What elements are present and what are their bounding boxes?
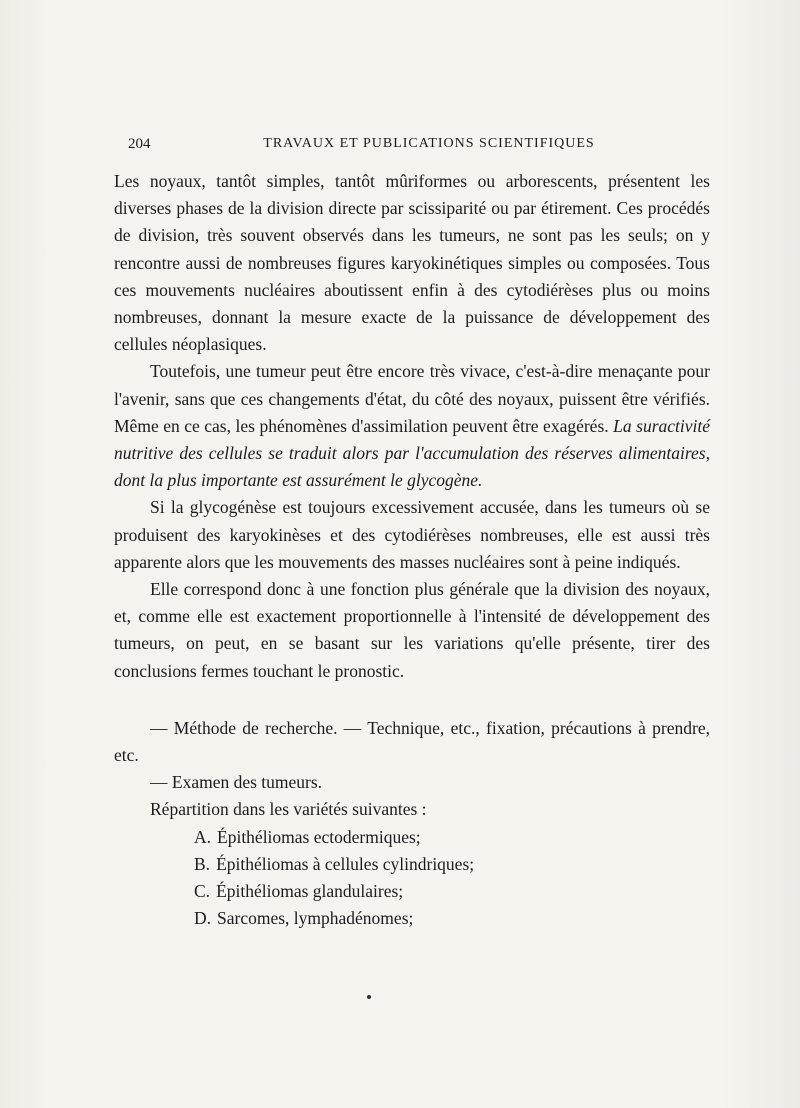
paragraph-fonction: Elle correspond donc à une fonction plus générale que la division des noyaux, et, comme elle est exactement proportionnelle à l'intensité de développement des tumeurs, on peut, en se basant sur les variations qu'elle présente, tirer des conclusions fermes touchant le pronostic. <box>114 579 710 681</box>
list-item <box>114 824 710 851</box>
paragraph-toutefois <box>114 358 710 494</box>
list-letter: C. <box>194 881 211 902</box>
list-item <box>114 851 710 878</box>
list-letter: B. <box>194 853 211 874</box>
section-gap <box>114 685 710 715</box>
page-body <box>114 168 710 932</box>
list-text: Épithéliomas à cellules cylindriques; <box>216 853 475 874</box>
list-text: Sarcomes, lymphadénomes; <box>217 908 414 929</box>
running-title: TRAVAUX ET PUBLICATIONS SCIENTIFIQUES <box>263 136 595 151</box>
page-number: 204 <box>128 136 151 152</box>
paragraph-nuclei: Les noyaux, tantôt simples, tantôt mûriformes ou arborescents, présentent les diverses phases de la division directe par scissiparité ou par étirement. Ces procédés de division, très souvent observés dans les tumeurs, ne sont pas les seuls; on y rencontre aussi de nombreuses figures karyokinétiques simples ou composées. Tous ces mouvements nucléaires aboutissent enfin à des cytodiérèses plus ou moins nombreuses, donnant la mesure exacte de la puissance de développement des cellules néoplasiques. <box>114 171 710 355</box>
exam-line: — Examen des tumeurs. <box>150 772 323 793</box>
list-text: Épithéliomas glandulaires; <box>216 881 404 902</box>
list-letter: A. <box>194 826 212 847</box>
page-header <box>128 136 700 160</box>
list-letter: D. <box>194 908 212 929</box>
list-item <box>114 905 710 932</box>
list-text: Épithéliomas ectodermiques; <box>217 826 421 847</box>
paragraph-glycogenese: Si la glycogénèse est toujours excessivement accusée, dans les tumeurs où se produisent des karyokinèses et des cytodiérèses nombreuses, elle est aussi très apparente alors que les mouvements des masses nucléaires sont à peine indiqués. <box>114 497 710 572</box>
distribution-line: Répartition dans les variétés suivantes : <box>150 799 427 820</box>
list-item <box>114 878 710 905</box>
ink-dot <box>367 995 371 999</box>
variety-list <box>114 824 710 933</box>
paragraph-toutefois-italic: La suractivité nutritive des cellules se traduit alors par l'accumulation des réserves alimentaires, dont la plus importante est assurément le glycogène. <box>114 415 710 491</box>
method-line: — Méthode de recherche. — Technique, etc., fixation, précautions à prendre, etc. <box>114 717 710 766</box>
paragraph-toutefois-text: Toutefois, une tumeur peut être encore très vivace, c'est-à-dire menaçante pour l'avenir, sans que ces changements d'état, du côté des noyaux, puissent être vérifiés. Même en ce cas, les phénomènes d'assimilation peuvent être exagérés. <box>114 361 710 436</box>
